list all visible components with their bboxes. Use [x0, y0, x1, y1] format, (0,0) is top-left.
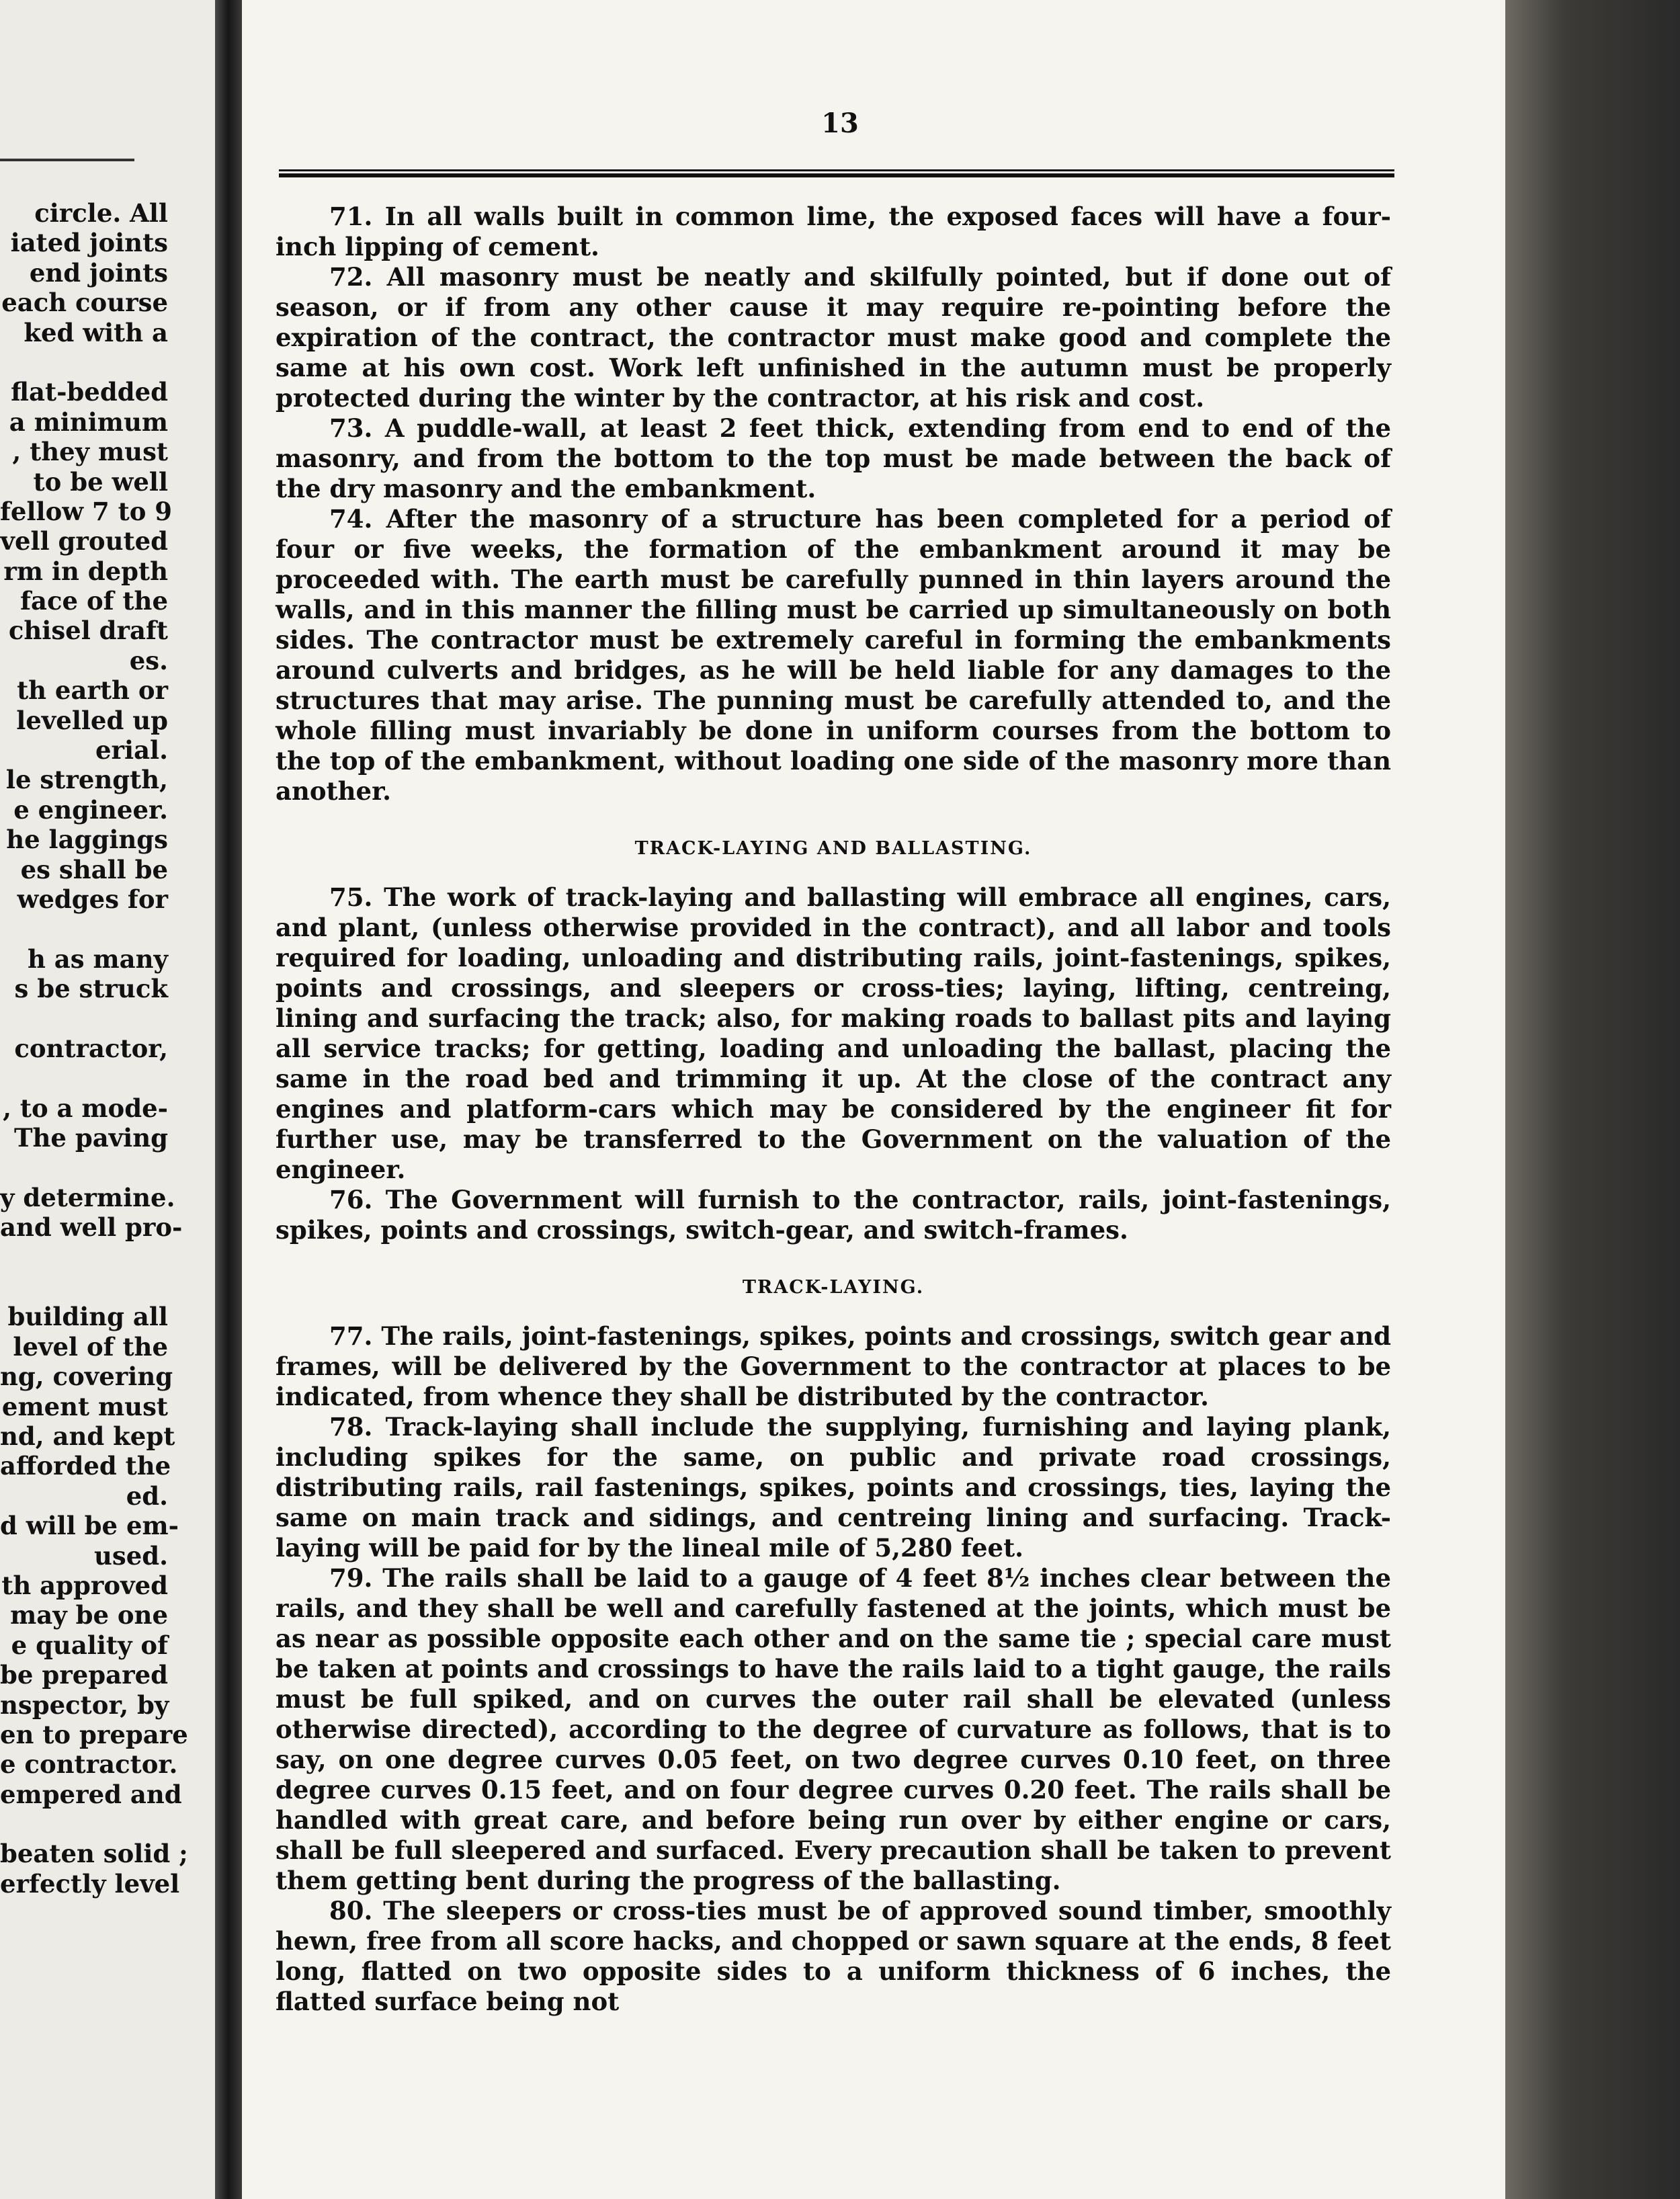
left-page-line: s be struck — [14, 974, 168, 1004]
clause-paragraph: 73. A puddle-wall, at least 2 feet thick, extending from end to end of the masonry, and from the bottom to the top must be made between the back of the dry masonry and the embankment. — [276, 413, 1391, 503]
clause-paragraph: 77. The rails, joint-fastenings, spikes, points and crossings, switch gear and frames, will be delivered by the Government to the contractor at places to be indicated, from whence they shall be distributed by the contractor. — [276, 1321, 1391, 1411]
left-page-line: building all — [7, 1302, 168, 1332]
left-page-line: ng, covering — [0, 1362, 173, 1392]
left-page-line: es shall be — [20, 854, 168, 884]
section-heading: TRACK-LAYING. — [742, 1277, 925, 1298]
left-page-line: flat-bedded — [11, 377, 168, 407]
left-page-line: may be one — [10, 1600, 168, 1630]
left-page-line: he laggings — [6, 825, 168, 855]
left-page-line: e quality of — [11, 1630, 168, 1660]
left-page-line: wedges for — [17, 884, 168, 914]
left-page-line: chisel draft — [8, 616, 168, 646]
left-page-line: rm in depth — [3, 556, 168, 586]
left-page-line: circle. All — [34, 198, 168, 228]
text-column — [276, 202, 1391, 2017]
left-page-line: nspector, by — [0, 1690, 169, 1720]
left-page-line — [0, 1063, 168, 1093]
left-page-line: y determine. — [0, 1182, 175, 1212]
left-page-line: nd, and kept — [0, 1421, 175, 1452]
clause-paragraph: 75. The work of track-laying and ballasting will embrace all engines, cars, and plant, (unless otherwise provided in the contract), and all labor and tools required for loading, unloading and distributing rails, joint-fastenings, spikes, points and crossings, and sleepers or cross-ties; laying, lifting, centreing, lining and surfacing the track; also, for making roads to ballast pits and laying all service tracks; for getting, loading and unloading the ballast, placing the same in the road bed and trimming it up. At the close of the contract any engines and platform-cars which may be considered by the engineer fit for further use, may be transferred to the Government on the valuation of the engineer. — [276, 882, 1391, 1184]
clause-paragraph: 76. The Government will furnish to the contractor, rails, joint-fastenings, spikes, points and crossings, switch-gear, and switch-frames. — [276, 1185, 1391, 1245]
left-page-line: used. — [93, 1540, 168, 1571]
left-page-line: le strength, — [5, 765, 168, 795]
left-page-line: h as many — [28, 944, 168, 974]
left-page-line — [0, 1153, 168, 1183]
header-rule — [279, 169, 1394, 177]
left-page-line: afforded the — [0, 1451, 171, 1481]
left-page-line — [0, 914, 168, 944]
left-page-line: ement must — [1, 1391, 168, 1421]
left-page-line: contractor, — [14, 1033, 168, 1063]
left-page-line: th earth or — [17, 675, 168, 706]
page-number: 13 — [821, 108, 859, 139]
left-page-line: fellow 7 to 9 — [0, 496, 173, 526]
left-page-line: d will be em- — [0, 1511, 179, 1541]
left-page-line: beaten solid ; — [0, 1839, 188, 1869]
clause-paragraph: 79. The rails shall be laid to a gauge of 4 feet 8½ inches clear between the rails, and they shall be well and carefully fastened at the joints, which must be as near as possible opposite each other and on the same tie ; special care must be taken at points and crossings to have the rails laid to a tight gauge, the rails must be full spiked, and on curves the outer rail shall be elevated (unless otherwise directed), according to the degree of curvature as follows, that is to say, on one degree curves 0.05 feet, on two degree curves 0.10 feet, on three degree curves 0.15 feet, and on four degree curves 0.20 feet. The rails shall be handled with great care, and before being run over by either engine or cars, shall be full sleepered and surfaced. Every precaution shall be taken to prevent them getting bent during the progress of the ballasting. — [276, 1563, 1391, 1895]
left-page-line — [0, 1243, 168, 1272]
left-page-line — [0, 1272, 168, 1302]
left-page-line: , to a mode- — [3, 1093, 168, 1123]
left-page-rule — [0, 159, 134, 161]
left-page-line: levelled up — [16, 705, 168, 735]
left-page-line: to be well — [33, 466, 168, 497]
left-page-line: be prepared — [0, 1660, 168, 1690]
left-page-line: e engineer. — [13, 794, 168, 825]
page-edge-shadow — [1505, 0, 1680, 2199]
left-page-line — [0, 347, 168, 377]
left-page-line — [0, 1809, 168, 1839]
book-gutter — [215, 0, 242, 2199]
left-page-line: erial. — [95, 735, 168, 765]
left-page-line: iated joints — [10, 228, 168, 258]
left-page-line: level of the — [13, 1331, 168, 1362]
left-page-line: e contractor. — [0, 1749, 178, 1780]
clause-paragraph: 78. Track-laying shall include the supplying, furnishing and laying plank, including spikes for the same, on public and private road crossings, distributing rails, rail fastenings, spikes, points and crossings, ties, laying the same on main track and sidings, and centreing lining and surfacing. Track-laying will be paid for by the lineal mile of 5,280 feet. — [276, 1412, 1391, 1563]
left-page-line: empered and — [0, 1779, 182, 1809]
left-page-line: each course — [1, 288, 168, 318]
left-page-line: ked with a — [24, 317, 168, 347]
left-page-line: a minimum — [9, 407, 168, 437]
left-page-text — [0, 198, 215, 1899]
left-page-line: erfectly level — [0, 1868, 180, 1899]
left-page-line — [0, 1004, 168, 1034]
left-page-line: , they must — [12, 437, 168, 467]
left-page-line: and well pro- — [0, 1212, 183, 1243]
clause-paragraph: 80. The sleepers or cross-ties must be of approved sound timber, smoothly hewn, free from all score hacks, and chopped or sawn square at the ends, 8 feet long, flatted on two opposite sides to a uniform thickness of 6 inches, the flatted surface being not — [276, 1896, 1391, 2016]
left-page-line: face of the — [20, 586, 168, 616]
clause-paragraph: 74. After the masonry of a structure has been completed for a period of four or five weeks, the formation of the embankment around it may be proceeded with. The earth must be carefully punned in thin layers around the walls, and in this manner the filling must be carried up simultaneously on both sides. The contractor must be extremely careful in forming the embankments around culverts and bridges, as he will be held liable for any damages to the structures that may arise. The punning must be carefully attended to, and the whole filling must invariably be done in uniform courses from the bottom to the top of the embankment, without loading one side of the masonry more than another. — [276, 504, 1391, 806]
left-page-line: vell grouted — [0, 526, 168, 556]
left-page-fragment — [0, 0, 215, 2199]
left-page-line: The paving — [13, 1123, 168, 1153]
left-page-line: th approved — [1, 1570, 168, 1600]
left-page-line: end joints — [29, 257, 168, 288]
clause-paragraph: 72. All masonry must be neatly and skilfully pointed, but if done out of season, or if from any other cause it may require re-pointing before the expiration of the contract, the contractor must make good and complete the same at his own cost. Work left unfinished in the autumn must be properly protected during the winter by the contractor, at his risk and cost. — [276, 262, 1391, 413]
left-page-line: en to prepare — [0, 1719, 188, 1749]
left-page-line: ed. — [126, 1481, 168, 1511]
section-heading: TRACK-LAYING AND BALLASTING. — [634, 838, 1032, 859]
left-page-line: es. — [129, 645, 168, 675]
clause-paragraph: 71. In all walls built in common lime, the exposed faces will have a four-inch lipping of cement. — [276, 202, 1391, 261]
